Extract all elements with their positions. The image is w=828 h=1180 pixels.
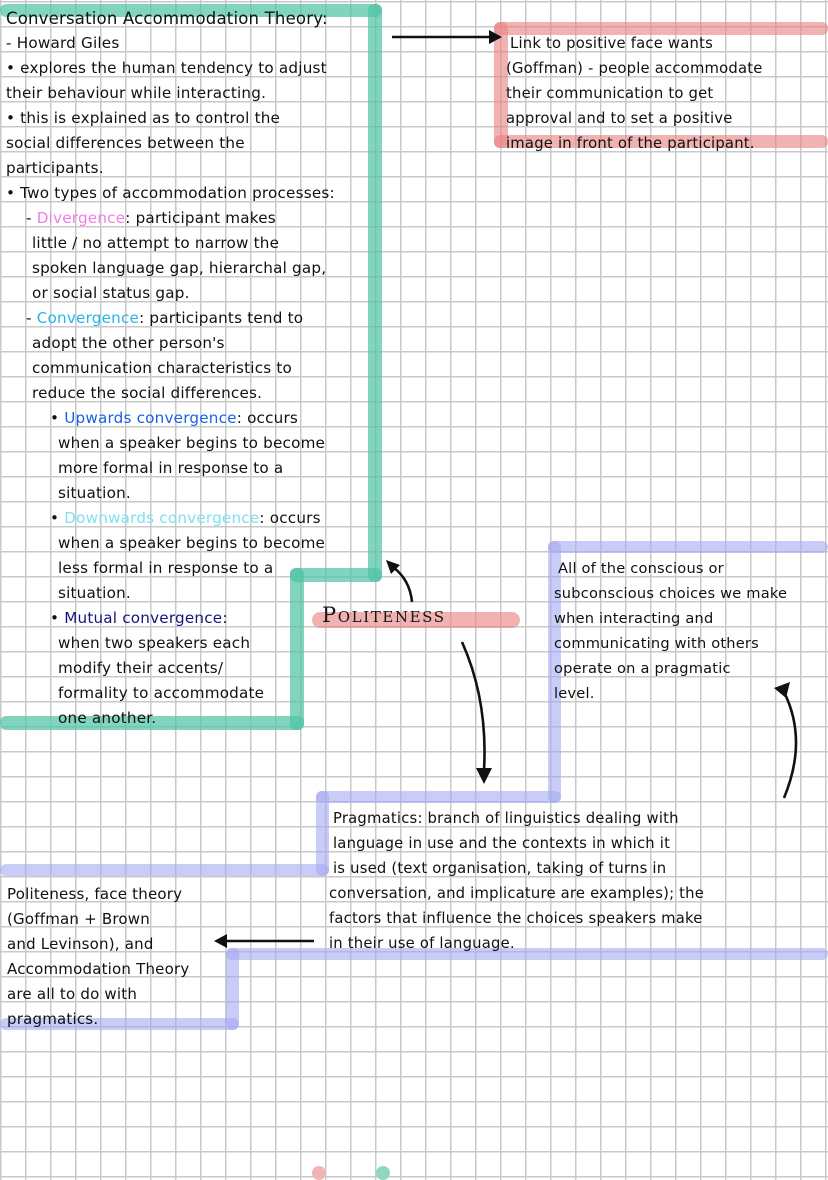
mutual-term: Mutual convergence — [64, 609, 223, 627]
downwards-term: Downwards convergence — [64, 509, 260, 527]
cat-title: Conversation Accommodation Theory: — [6, 9, 328, 28]
summary-line: Politeness, face theory — [7, 885, 183, 903]
pragmatic-note-line: subconscious choices we make — [554, 585, 788, 602]
divergence-line: spoken language gap, hierarchal gap, — [32, 259, 327, 277]
face-note-line: (Goffman) - people accommodate — [506, 60, 763, 77]
face-note-line: approval and to set a positive — [506, 110, 733, 127]
pragmatic-note-line: communicating with others — [554, 635, 759, 652]
face-note-line: Link to positive face wants — [510, 35, 713, 52]
face-note-line: their communication to get — [506, 85, 714, 102]
pragmatics-line: is used (text organisation, taking of turns in — [333, 860, 667, 877]
downwards-line: situation. — [58, 584, 131, 602]
cat-line: • Two types of accommodation processes: — [6, 184, 335, 202]
curved-arrow-up-left-icon — [386, 560, 412, 602]
pragmatic-note-line: operate on a pragmatic — [554, 660, 731, 677]
cat-line: social differences between the — [6, 134, 245, 152]
pragmatics-line: Pragmatics: branch of linguistics dealing with — [333, 810, 679, 827]
arrow-right-icon — [392, 30, 502, 44]
arrow-left-icon — [214, 934, 314, 948]
pragmatic-note-line: All of the conscious or — [558, 560, 724, 577]
cat-line: participants. — [6, 159, 104, 177]
convergence-item: - Convergence: participants tend to — [26, 309, 304, 327]
divergence-line: little / no attempt to narrow the — [32, 234, 280, 252]
upwards-term: Upwards convergence — [64, 409, 237, 427]
pragmatic-note-line: when interacting and — [554, 610, 714, 627]
summary-line: Accommodation Theory — [7, 960, 190, 978]
convergence-term: Convergence — [36, 309, 140, 327]
divergence-term: Divergence — [36, 209, 126, 227]
cat-section — [6, 6, 335, 731]
pragmatics-line: language in use and the contexts in which it — [333, 835, 671, 852]
summary-note — [7, 882, 189, 1032]
mutual-line: one another. — [58, 709, 157, 727]
face-note-line: image in front of the participant. — [506, 135, 755, 152]
upwards-line: more formal in response to a — [58, 459, 284, 477]
face-wants-note — [506, 31, 763, 156]
pragmatic-level-note — [554, 556, 788, 706]
pragmatic-note-line: level. — [554, 685, 595, 702]
mutual-line: when two speakers each — [58, 634, 251, 652]
page-dot-pink — [312, 1166, 326, 1180]
downwards-line: less formal in response to a — [58, 559, 274, 577]
mutual-line: formality to accommodate — [58, 684, 265, 702]
downwards-item: • Downwards convergence: occurs — [50, 509, 321, 527]
summary-line: are all to do with — [7, 985, 138, 1003]
upwards-line: situation. — [58, 484, 131, 502]
summary-line: pragmatics. — [7, 1010, 99, 1028]
mutual-item: • Mutual convergence: — [50, 609, 228, 627]
pragmatics-line: conversation, and implicature are examples); the — [329, 885, 705, 902]
mutual-line: modify their accents/ — [58, 659, 224, 677]
summary-line: (Goffman + Brown — [7, 910, 150, 928]
divergence-item: - Divergence: participant makes — [26, 209, 276, 227]
convergence-line: adopt the other person's — [32, 334, 225, 352]
convergence-line: communication characteristics to — [32, 359, 293, 377]
upwards-line: when a speaker begins to become — [58, 434, 326, 452]
page-dot-teal — [376, 1166, 390, 1180]
cat-line: • explores the human tendency to adjust — [6, 59, 327, 77]
convergence-line: reduce the social differences. — [32, 384, 263, 402]
cat-author: - Howard Giles — [6, 34, 120, 52]
politeness-heading: Politeness — [322, 603, 446, 627]
pragmatics-line: factors that influence the choices speakers make — [329, 910, 703, 927]
cat-line: their behaviour while interacting. — [6, 84, 267, 102]
downwards-line: when a speaker begins to become — [58, 534, 326, 552]
pragmatics-definition — [329, 806, 705, 956]
upwards-item: • Upwards convergence: occurs — [50, 409, 299, 427]
divergence-line: or social status gap. — [32, 284, 190, 302]
curved-arrow-down-icon — [462, 642, 492, 784]
summary-line: and Levinson), and — [7, 935, 154, 953]
cat-line: • this is explained as to control the — [6, 109, 281, 127]
pragmatics-line: in their use of language. — [329, 935, 515, 952]
